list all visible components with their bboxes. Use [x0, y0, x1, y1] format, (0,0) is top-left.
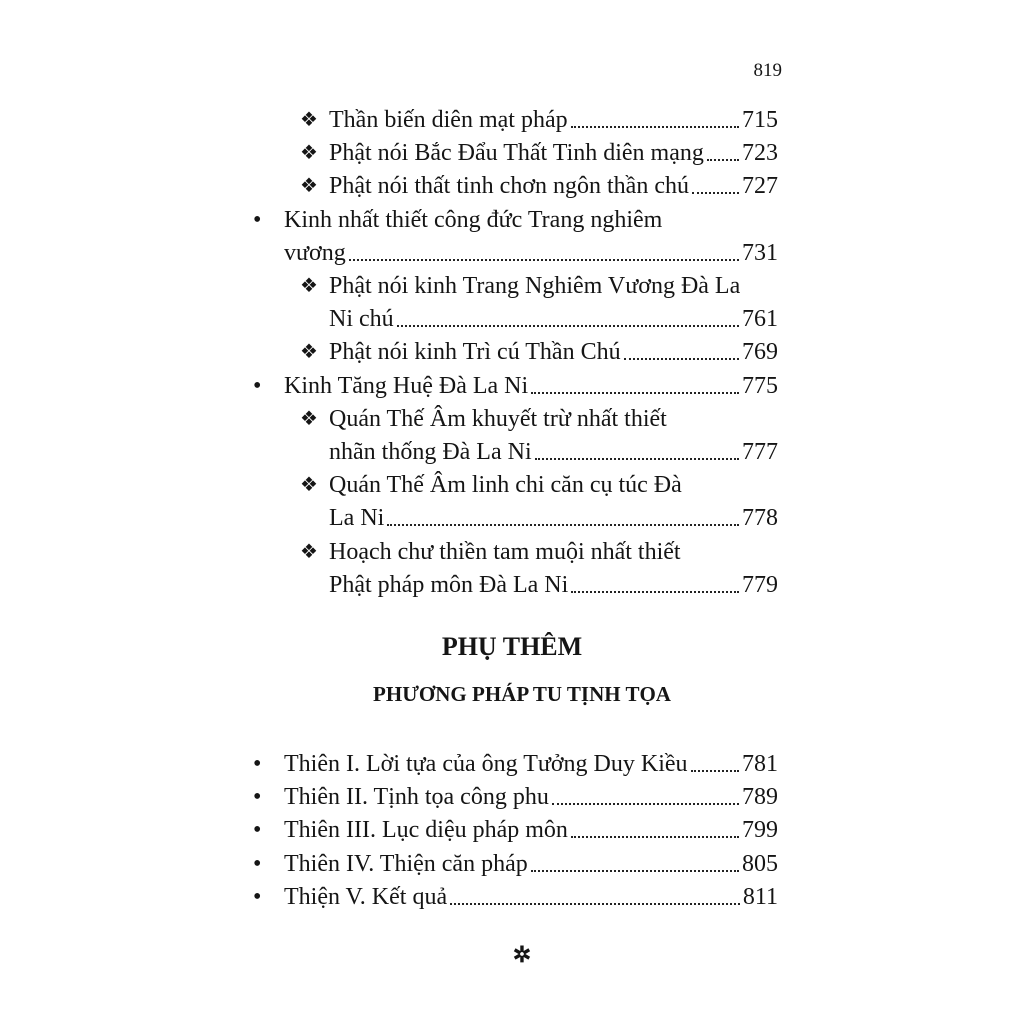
toc-entry-title: Kinh nhất thiết công đức Trang nghiêm	[284, 206, 663, 233]
toc-entry-title: nhãn thống Đà La Ni	[329, 439, 532, 465]
toc-line	[329, 169, 778, 203]
toc-line	[329, 568, 778, 602]
toc-entry-title: Phật pháp môn Đà La Ni	[329, 571, 569, 598]
dot-leader	[397, 325, 739, 327]
dot-leader	[552, 803, 739, 805]
toc-entry-page: 781	[742, 751, 778, 777]
ornament-icon: ✲	[512, 942, 532, 967]
toc-line	[329, 535, 778, 569]
diamond-bullet-icon: ❖	[300, 474, 318, 497]
toc-entry-page: 727	[742, 173, 778, 200]
diamond-bullet-icon: ❖	[300, 407, 318, 430]
dot-leader	[531, 870, 739, 872]
toc-entry-title: La Ni	[329, 505, 385, 532]
toc-line	[284, 747, 778, 781]
toc-entry-title: Thiên I. Lời tựa của ông Tưởng Duy Kiều	[284, 751, 688, 777]
dot-leader	[571, 591, 739, 593]
diamond-bullet-icon: ❖	[300, 142, 318, 165]
toc-line	[284, 780, 778, 814]
bullet-icon: •	[253, 784, 262, 811]
dot-leader	[571, 126, 739, 128]
toc-entry-page: 761	[742, 306, 778, 333]
toc-line	[284, 236, 778, 270]
toc-line	[329, 103, 778, 137]
toc-line	[329, 302, 778, 336]
diamond-bullet-icon: ❖	[300, 540, 318, 563]
bullet-icon: •	[253, 817, 262, 844]
dot-leader	[349, 259, 739, 261]
toc-entry-title: Ni chú	[329, 306, 394, 333]
toc-entry-title: Kinh Tăng Huệ Đà La Ni	[284, 372, 529, 399]
toc-entry-title: Quán Thế Âm linh chi căn cụ túc Đà	[329, 472, 682, 499]
toc-entry-title: Thiên II. Tịnh tọa công phu	[284, 784, 549, 811]
toc-entry-page: 811	[742, 883, 778, 910]
toc-line	[329, 435, 778, 469]
toc-entry-title: Quán Thế Âm khuyết trừ nhất thiết	[329, 405, 667, 432]
page-number: 819	[753, 60, 782, 81]
section-title: PHỤ THÊM	[441, 632, 583, 661]
toc-entry-page: 777	[742, 439, 778, 465]
toc-line	[284, 813, 778, 847]
toc-line	[284, 369, 778, 403]
dot-leader	[691, 770, 739, 772]
diamond-bullet-icon: ❖	[300, 109, 318, 131]
toc-line	[284, 880, 778, 914]
dot-leader	[624, 358, 739, 360]
bullet-icon: •	[253, 883, 262, 910]
toc-line	[329, 335, 778, 369]
toc-entry-page: 723	[742, 140, 778, 167]
toc-entry-page: 778	[742, 505, 778, 532]
dot-leader	[692, 192, 739, 194]
dot-leader	[535, 458, 739, 460]
toc-entry-title: Phật nói Bắc Đẩu Thất Tinh diên mạng	[329, 140, 704, 167]
toc-entry-title: Thiên III. Lục diệu pháp môn	[284, 817, 568, 844]
dot-leader	[387, 524, 739, 526]
toc-entry-title: Thần biến diên mạt pháp	[329, 107, 568, 133]
section-subtitle: PHƯƠNG PHÁP TU TỊNH TỌA	[373, 682, 671, 706]
toc-entry-page: 775	[742, 372, 778, 399]
toc-line	[329, 269, 778, 303]
toc-entry-title: Phật nói thất tinh chơn ngôn thần chú	[329, 173, 689, 200]
toc-line	[284, 203, 778, 237]
toc-entry-page: 789	[742, 784, 778, 811]
toc-entry-title: Thiện V. Kết quả	[284, 883, 448, 910]
toc-entry-page: 731	[742, 239, 778, 266]
bullet-icon: •	[253, 206, 262, 233]
diamond-bullet-icon: ❖	[300, 275, 318, 297]
diamond-bullet-icon: ❖	[300, 175, 318, 198]
toc-entry-title: Thiên IV. Thiện căn pháp	[284, 850, 528, 877]
dot-leader	[450, 903, 740, 905]
bullet-icon: •	[253, 850, 262, 877]
toc-entry-title: Hoạch chư thiền tam muội nhất thiết	[329, 538, 681, 565]
dot-leader	[531, 392, 739, 394]
diamond-bullet-icon: ❖	[300, 341, 318, 364]
dot-leader	[707, 159, 739, 161]
toc-line	[329, 402, 778, 436]
toc-entry-page: 805	[742, 850, 778, 877]
toc-line	[329, 468, 778, 502]
toc-entry-page: 799	[742, 817, 778, 844]
toc-entry-page: 715	[742, 107, 778, 133]
toc-entry-page: 779	[742, 571, 778, 598]
toc-entry-title: Phật nói kinh Trang Nghiêm Vương Đà La	[329, 273, 741, 299]
toc-entry-page: 769	[742, 339, 778, 366]
toc-line	[329, 136, 778, 170]
toc-line	[284, 847, 778, 881]
bullet-icon: •	[253, 372, 262, 399]
dot-leader	[571, 836, 739, 838]
toc-entry-title: vương	[284, 239, 346, 266]
bullet-icon: •	[253, 751, 262, 777]
toc-line	[329, 501, 778, 535]
toc-entry-title: Phật nói kinh Trì cú Thần Chú	[329, 339, 621, 366]
